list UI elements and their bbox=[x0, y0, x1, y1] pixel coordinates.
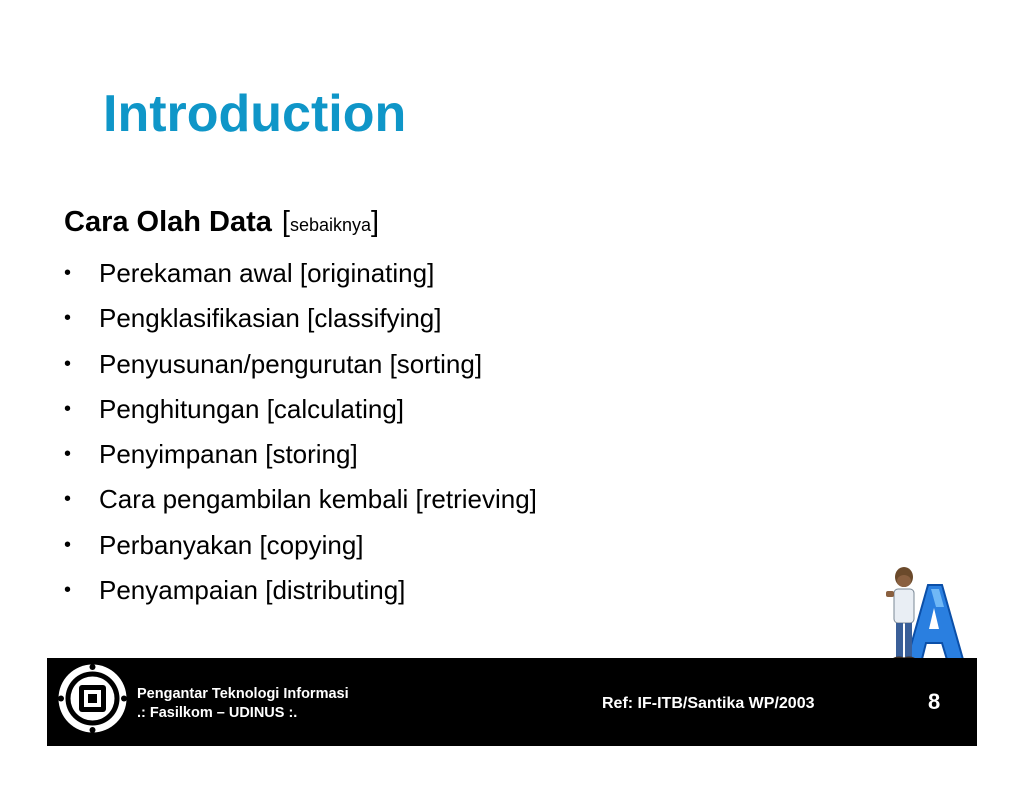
cartoon-man-with-letter-a-icon bbox=[876, 563, 966, 671]
bullet-text: Pengklasifikasian [classifying] bbox=[99, 303, 442, 334]
bullet-text: Penyimpanan [storing] bbox=[99, 439, 358, 470]
reference-text: Ref: IF-ITB/Santika WP/2003 bbox=[602, 695, 815, 712]
bullet-text: Penyusunan/pengurutan [sorting] bbox=[99, 348, 483, 379]
bullet-dot: • bbox=[64, 488, 72, 511]
section-heading-note: sebaiknya bbox=[289, 215, 372, 235]
bullet-dot: • bbox=[64, 397, 72, 420]
bullet-dot: • bbox=[64, 533, 72, 556]
close-bracket: ] bbox=[371, 206, 380, 238]
open-bracket: [ bbox=[281, 206, 290, 238]
course-name: Pengantar Teknologi Informasi bbox=[137, 686, 349, 702]
bullet-text: Perbanyakan [copying] bbox=[99, 529, 364, 560]
bullet-dot: • bbox=[64, 352, 72, 375]
footer-bar bbox=[47, 658, 977, 746]
bullet-dot: • bbox=[64, 307, 72, 330]
udinus-seal-icon bbox=[55, 661, 130, 736]
section-heading-main: Cara Olah Data bbox=[64, 206, 272, 238]
course-info bbox=[137, 685, 349, 723]
bullet-dot: • bbox=[64, 579, 72, 602]
bullet-text: Perekaman awal [originating] bbox=[99, 258, 435, 288]
bullet-text: Penyampaian [distributing] bbox=[99, 575, 406, 606]
bullet-text: Penghitungan [calculating] bbox=[99, 393, 405, 424]
slide-title: Introduction bbox=[103, 85, 407, 143]
page-number: 8 bbox=[928, 689, 941, 714]
bullet-dot: • bbox=[64, 262, 72, 284]
faculty-name: .: Fasilkom – UDINUS :. bbox=[137, 705, 298, 721]
bullet-dot: • bbox=[64, 443, 72, 466]
section-heading bbox=[64, 200, 379, 247]
bullet-text: Cara pengambilan kembali [retrieving] bbox=[99, 484, 537, 515]
